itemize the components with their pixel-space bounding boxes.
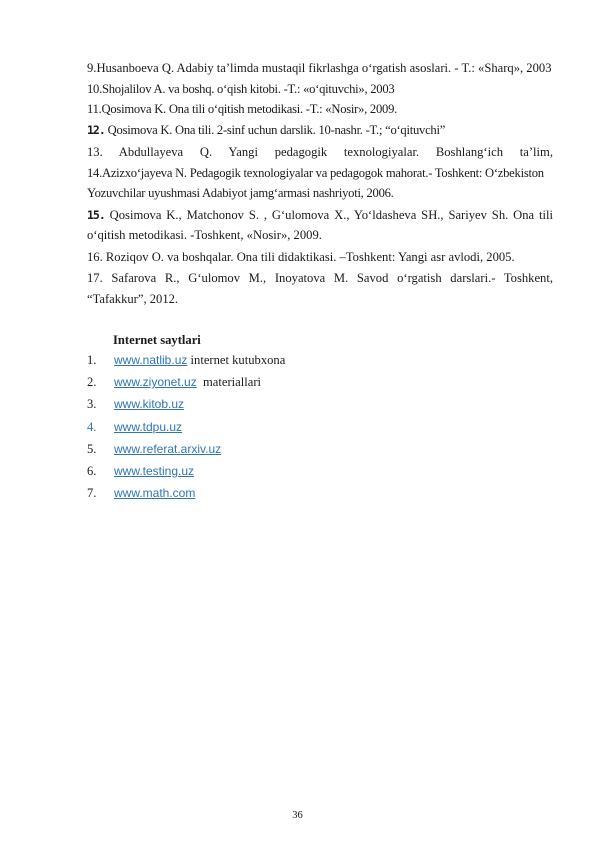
list-index: 3. <box>87 397 97 412</box>
list-index: 2. <box>87 375 97 390</box>
list-index: 1. <box>87 353 97 367</box>
list-item <box>87 397 553 419</box>
list-item <box>87 464 553 486</box>
list-index: 5. <box>87 441 97 456</box>
reference-11: 11.Qosimova K. Ona tili o‘qitish metodikasi. -T.: «Nosir», 2009. <box>87 102 398 116</box>
link-testing[interactable]: www.testing.uz <box>114 463 195 478</box>
link-natlib[interactable]: www.natlib.uz <box>114 353 188 367</box>
link-tdpu[interactable]: www.tdpu.uz <box>114 419 183 434</box>
link-referat[interactable]: www.referat.arxiv.uz <box>114 441 222 456</box>
list-item <box>87 486 553 508</box>
reference-16: 16. Roziqov O. va boshqalar. Ona tili didaktikasi. –Toshkent: Yangi asr avlodi, 2005. <box>87 249 515 264</box>
link-ziyonet[interactable]: www.ziyonet.uz <box>114 375 197 390</box>
list-item <box>87 442 553 464</box>
list-item <box>87 420 553 442</box>
link-math[interactable]: www.math.com <box>114 486 196 501</box>
reference-15: 15. Qosimova K., Matchonov S. , G‘ulomova X., Yo‘ldasheva SH., Sariyev Sh. Ona tili o‘qitish metodikasi. -Toshkent, «Nosir», 2009. <box>87 207 553 242</box>
list-index: 7. <box>87 486 97 501</box>
reference-17: 17. Safarova R., G‘ulomov M., Inoyatova M. Savod o‘rgatish darslari.- Toshkent, “Tafakkur”, 2012. <box>87 271 553 306</box>
link-kitob[interactable]: www.kitob.uz <box>114 397 185 412</box>
reference-14: 14.Azizxo‘jayeva N. Pedagogik texnologiyalar va pedagogok mahorat.- Toshkent: O‘zbekiston Yozuvchilar uyushmasi Adabiyot jamg‘armasi nashriyoti, 2006. <box>87 165 544 200</box>
list-index: 4. <box>87 419 97 434</box>
reference-12: 12. Qosimova K. Ona tili. 2-sinf uchun darslik. 10-nashr. -T.; “o‘qituvchi” <box>87 122 446 137</box>
page-number: 36 <box>292 810 303 821</box>
list-item <box>87 375 553 397</box>
list-item <box>87 353 553 375</box>
reference-12-number: 12. <box>87 122 105 137</box>
link-description: internet kutubxona <box>187 353 286 367</box>
internet-section-title: Internet saytlari <box>113 333 201 347</box>
link-description: materiallari <box>196 375 262 390</box>
reference-13: 13. Abdullayeva Q. Yangi pedagogik texnologiyalar. Boshlang‘ich ta’lim, <box>87 145 553 159</box>
internet-sites-list <box>87 353 553 508</box>
references-block <box>87 58 553 508</box>
reference-9: 9.Husanboeva Q. Adabiy ta’limda mustaqil fikrlashga o‘rgatish asoslari. - T.: «Sharq», 2003 <box>87 61 552 75</box>
reference-15-number: 15. <box>87 207 105 222</box>
list-index: 6. <box>87 463 97 478</box>
reference-10: 10.Shojalilov A. va boshq. o‘qish kitobi. -T.: «o‘qituvchi», 2003 <box>87 81 395 96</box>
